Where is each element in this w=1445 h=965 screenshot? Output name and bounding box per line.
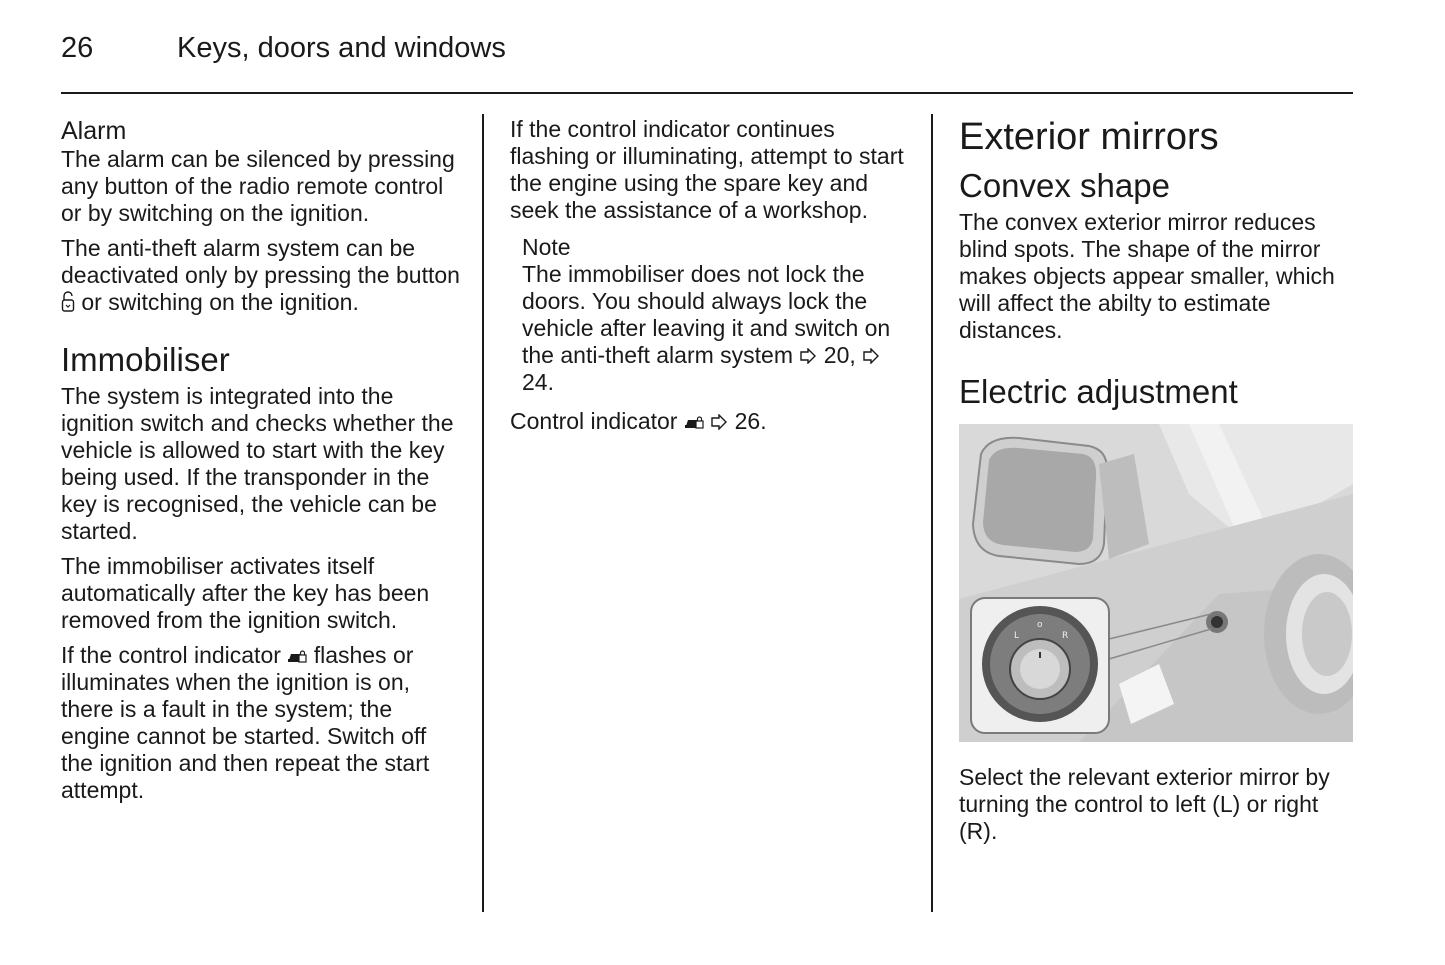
alarm-p2-text-a: The anti-theft alarm system can be deactivated only by pressing the button — [61, 235, 460, 288]
page-number: 26 — [61, 32, 94, 64]
imm-p3-text-a: If the control indicator — [61, 642, 281, 668]
immobiliser-heading: Immobiliser — [61, 341, 230, 378]
column-divider-2 — [931, 114, 933, 912]
svg-text:L: L — [1014, 631, 1020, 641]
select-text-end: . — [990, 818, 998, 844]
imm-p3-text-b: flashes or illuminates when the ignition is on, there is a fault in the system; the engine cannot be started. Switch off the ignition and then repeat the start attempt. — [61, 642, 430, 803]
page-reference-arrow-icon — [710, 408, 728, 434]
alarm-paragraph-1: The alarm can be silenced by pressing any button of the radio remote control or by switching on the ignition. — [61, 146, 455, 226]
running-title: Keys, doors and windows — [177, 32, 506, 64]
alarm-paragraph-2 — [61, 235, 461, 316]
car-lock-indicator-icon — [684, 408, 704, 434]
control-indicator-line — [510, 408, 910, 435]
select-mirror-paragraph — [959, 764, 1359, 845]
select-left-label: (L) — [1212, 791, 1241, 817]
header-rule — [61, 92, 1353, 94]
exterior-mirrors-heading: Exterior mirrors — [959, 116, 1219, 158]
car-lock-indicator-icon — [287, 642, 307, 668]
workshop-paragraph: If the control indicator continues flashing or illuminating, attempt to start the engine using the spare key and seek the assistance of a workshop. — [510, 116, 904, 223]
svg-text:o: o — [1037, 620, 1043, 630]
control-indicator-text: Control indicator — [510, 408, 678, 434]
select-text-mid: or right — [1246, 791, 1319, 817]
padlock-button-icon — [61, 289, 75, 315]
mirror-adjustment-illustration — [959, 424, 1353, 742]
column-3 — [959, 116, 1359, 853]
column-1 — [61, 116, 461, 812]
svg-text:R: R — [1062, 631, 1069, 641]
convex-paragraph: The convex exterior mirror reduces blind spots. The shape of the mirror makes objects appear smaller, which will affect the abilty to estimate distances. — [959, 209, 1335, 343]
page-ref-20[interactable]: 20, — [823, 342, 856, 368]
select-right-label: (R) — [959, 818, 991, 844]
page-reference-arrow-icon — [799, 342, 817, 368]
note-box — [522, 234, 910, 396]
note-text — [522, 261, 910, 396]
note-title: Note — [522, 234, 571, 260]
immobiliser-paragraph-2: The immobiliser activates itself automatically after the key has been removed from the ignition switch. — [61, 553, 430, 633]
page-ref-26[interactable]: 26. — [734, 408, 767, 434]
electric-adjustment-heading: Electric adjustment — [959, 373, 1238, 410]
immobiliser-paragraph-1: The system is integrated into the ignition switch and checks whether the vehicle is allowed to start with the key being used. If the transponder in the key is recognised, the vehicle can be started. — [61, 383, 454, 544]
note-body: The immobiliser does not lock the doors. You should always lock the vehicle after leaving it and switch on the anti-theft alarm system — [522, 261, 891, 368]
immobiliser-paragraph-3 — [61, 642, 461, 804]
select-text-a: Select the relevant exterior mirror by turning the control to left — [959, 764, 1330, 817]
alarm-p2-text-b: or switching on the ignition. — [81, 289, 359, 315]
page-header — [61, 30, 1353, 92]
convex-shape-heading: Convex shape — [959, 167, 1170, 204]
column-divider-1 — [482, 114, 484, 912]
alarm-heading: Alarm — [61, 117, 127, 145]
page-reference-arrow-icon — [862, 342, 880, 368]
page-ref-24[interactable]: 24. — [522, 369, 554, 395]
column-2 — [510, 116, 910, 443]
